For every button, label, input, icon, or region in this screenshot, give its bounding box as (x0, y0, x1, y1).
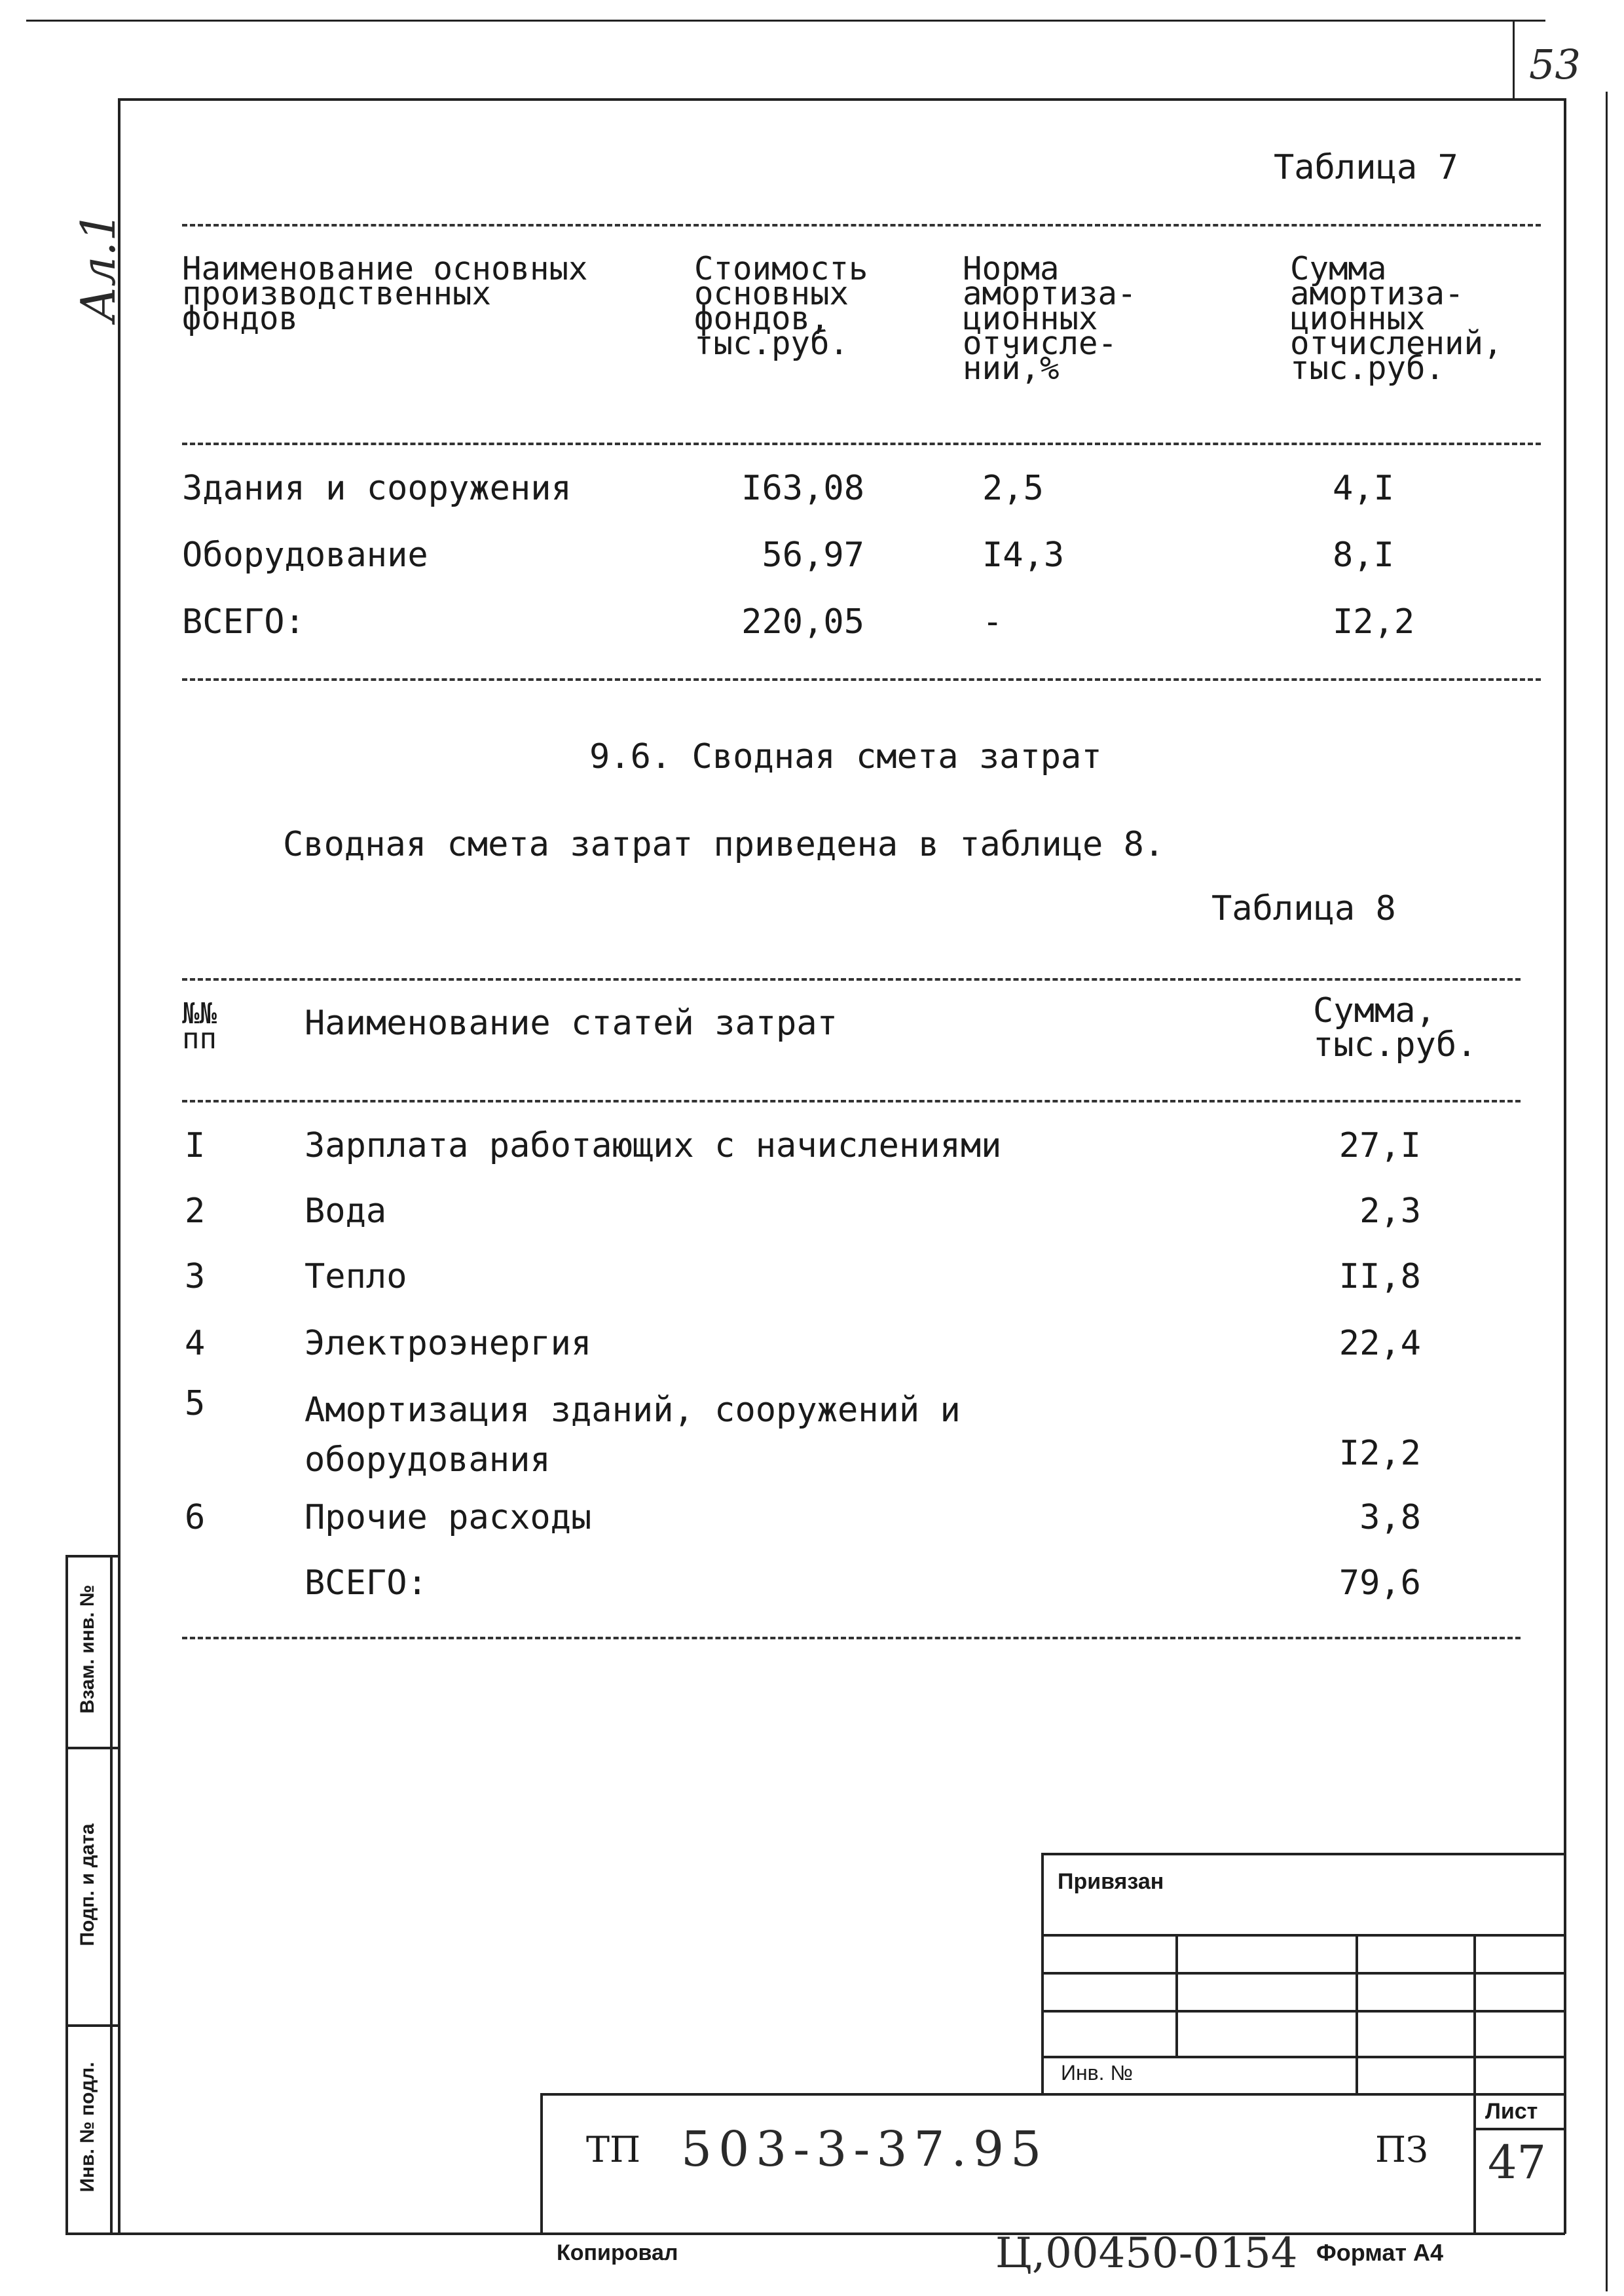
top-right-tick (1513, 20, 1515, 98)
table7-cell-rate: - (982, 602, 1003, 642)
frame-right (1564, 98, 1566, 2234)
table8-cell-sum: 79,6 (1338, 1563, 1421, 1603)
table7-cell-name: ВСЕГО: (182, 602, 305, 642)
table8-cell-num: 4 (185, 1324, 206, 1363)
side-stamp-vzam: Взам. инв. № (77, 1584, 98, 1714)
table7-cell-cost: I63,08 (741, 469, 864, 508)
table8-cell-num: 2 (185, 1192, 206, 1231)
doc-prefix: ТП (586, 2129, 641, 2170)
doc-code: 503-3-37.95 (681, 2121, 1048, 2178)
table8-cell-name: ВСЕГО: (304, 1563, 428, 1603)
table7-cell-cost: 220,05 (741, 602, 864, 642)
footer-format: Формат А4 (1316, 2239, 1444, 2266)
privyazan-col1 (1175, 1934, 1178, 2056)
table7-header-cost: Стоимость основных фондов, тыс.руб. (694, 250, 868, 362)
frame-left (118, 98, 120, 2234)
table8-cell-num: 6 (185, 1498, 206, 1537)
side-stamp-div2 (65, 2024, 120, 2027)
table8-caption: Таблица 8 (1211, 889, 1396, 928)
table7-cell-sum: 8,I (1333, 536, 1394, 575)
table8-cell-sum: 3,8 (1359, 1498, 1421, 1537)
side-stamp-podp: Подп. и дата (77, 1823, 98, 1946)
title-block-left (540, 2093, 543, 2234)
table7-cell-name: Здания и сооружения (182, 469, 572, 508)
table8-cell-name: Тепло (304, 1257, 407, 1296)
privyazan-col2 (1356, 1934, 1358, 2093)
footer-code: Ц,00450-01 (995, 2229, 1246, 2278)
table8-cell-name: Зарплата работающих с начислениями (304, 1126, 1002, 1165)
privyazan-top (1041, 1853, 1565, 1855)
table8-cell-sum: 22,4 (1338, 1324, 1421, 1363)
inv-no-label: Инв. № (1061, 2061, 1133, 2085)
table8-rule-top (182, 978, 1521, 981)
table7-cell-rate: I4,3 (982, 536, 1065, 575)
frame-top (118, 98, 1565, 101)
table8-cell-sum: I2,2 (1338, 1434, 1421, 1473)
table8-cell-name: Амортизация зданий, сооружений и оборудования (304, 1391, 961, 1480)
privyazan-row2 (1041, 1972, 1565, 1975)
table8-cell-sum: 2,3 (1359, 1192, 1421, 1231)
table7-rule-bottom (182, 678, 1541, 681)
table7-cell-name: Оборудование (182, 536, 428, 575)
footer-num: 54 (1244, 2229, 1298, 2278)
privyazan-row4 (1041, 2056, 1565, 2058)
side-stamp-inv: Инв. № подл. (77, 2062, 98, 2193)
table8-cell-name: Прочие расходы (304, 1498, 592, 1537)
table7-rule-top (182, 224, 1541, 227)
table7-header-rate: Норма амортиза- ционных отчисле- ний,% (963, 250, 1137, 387)
privyazan-row1 (1041, 1934, 1565, 1937)
footer-copied: Копировал (557, 2240, 678, 2265)
table7-rule-header (182, 443, 1541, 445)
sheet-box-left (1473, 2093, 1476, 2234)
side-stamp-mid (110, 1555, 113, 2234)
table7-header-sum: Сумма амортиза- ционных отчислений, тыс.руб. (1290, 250, 1503, 387)
table8-cell-num: I (185, 1126, 206, 1165)
table8-cell-num: 5 (185, 1384, 206, 1423)
table8-cell-name: Электроэнергия (304, 1324, 592, 1363)
table8-header-name: Наименование статей затрат (304, 1004, 838, 1043)
top-rule (26, 20, 1545, 22)
table7-header-name: Наименование основных производственных фондов (182, 250, 588, 337)
privyazan-label: Привязан (1058, 1869, 1164, 1894)
table8-header-sum: Сумма, тыс.руб. (1313, 991, 1477, 1065)
table7-cell-sum: I2,2 (1333, 602, 1415, 642)
table8-rule-header (182, 1100, 1521, 1102)
table8-cell-sum: 27,I (1338, 1126, 1421, 1165)
table8-cell-sum: II,8 (1338, 1257, 1421, 1296)
section-title: 9.6. Сводная смета затрат (589, 737, 1102, 776)
privyazan-col3 (1473, 1934, 1476, 2093)
frame-bottom (65, 2232, 1565, 2235)
privyazan-row3 (1041, 2010, 1565, 2013)
margin-note: Ал.1 (71, 211, 126, 322)
table7-caption: Таблица 7 (1274, 148, 1458, 187)
table8-cell-name: Вода (304, 1192, 387, 1231)
table8-header-num: №№ пп (182, 997, 217, 1055)
side-stamp-left (65, 1555, 68, 2234)
section-text: Сводная смета затрат приведена в таблице 8. (283, 825, 1165, 864)
title-block-top (540, 2093, 1565, 2096)
page-number-top: 53 (1529, 41, 1581, 88)
sheet-box-div (1473, 2128, 1565, 2130)
table7-cell-sum: 4,I (1333, 469, 1394, 508)
doc-type: ПЗ (1375, 2129, 1428, 2170)
table7-cell-rate: 2,5 (982, 469, 1044, 508)
table8-cell-num: 3 (185, 1257, 206, 1296)
sheet-label: Лист (1485, 2099, 1538, 2124)
table7-cell-cost: 56,97 (762, 536, 864, 575)
sheet-number: 47 (1488, 2136, 1547, 2189)
table8-rule-bottom (182, 1637, 1521, 1639)
right-edge-line (1606, 92, 1608, 2291)
